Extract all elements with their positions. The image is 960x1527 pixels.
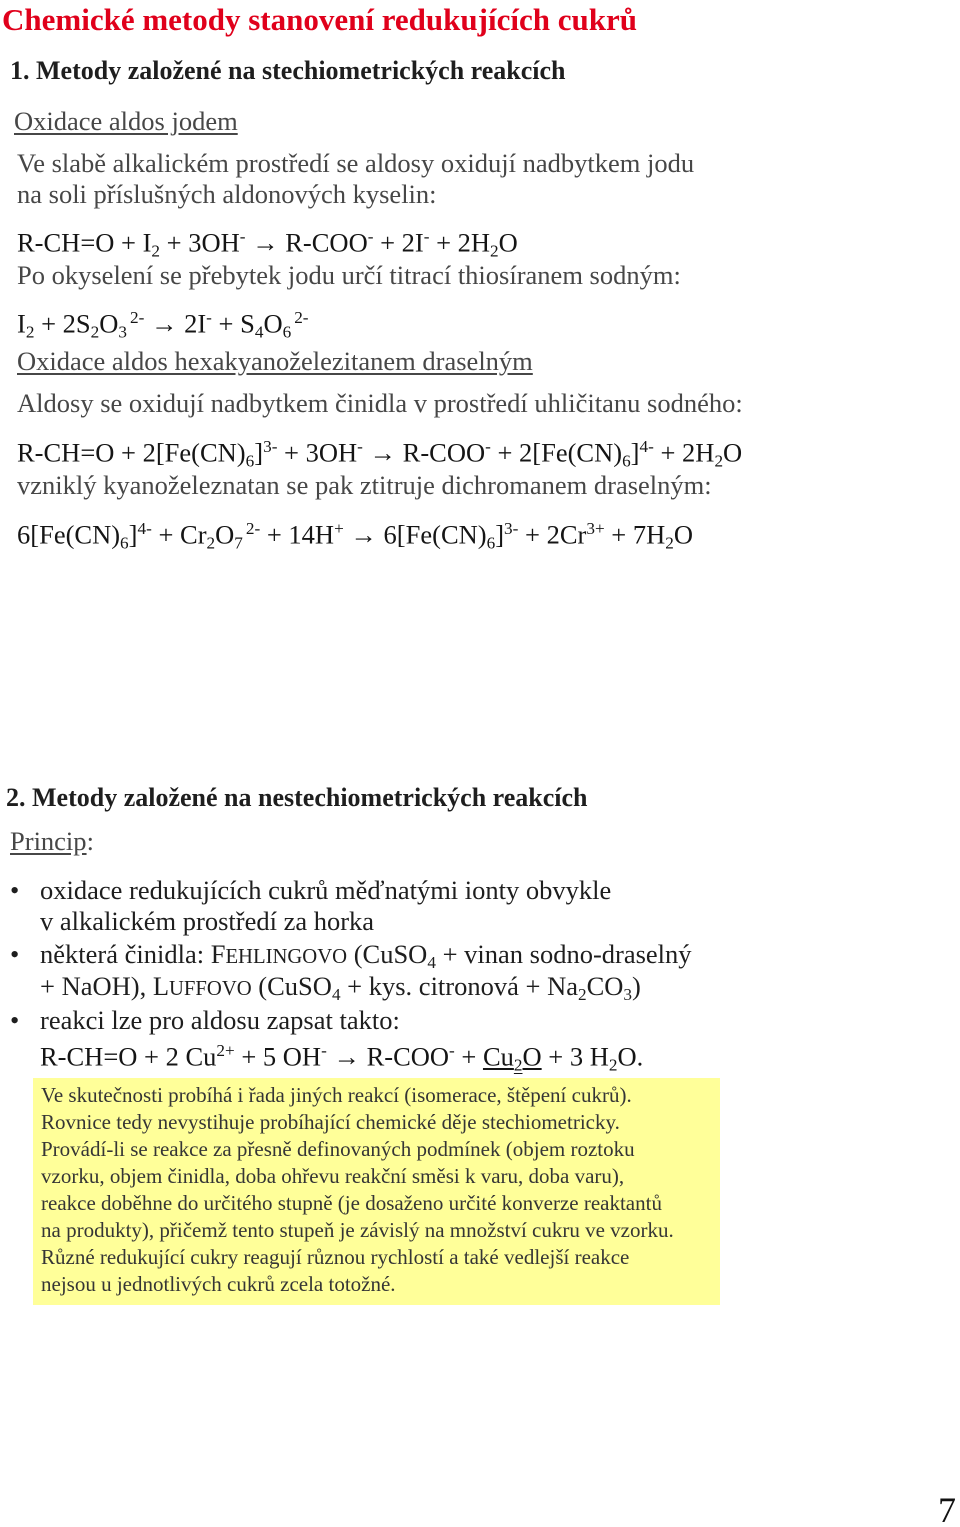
bullet-symbol: • [10,939,20,969]
formula-sub: 6 [486,533,496,553]
formula-sup: - [423,227,430,246]
formula-sub: 2 [608,1055,618,1075]
text-run: + 2S [34,308,91,339]
text-run: → R-COO [326,1041,450,1072]
formula-sup: 4- [639,437,654,456]
note-line: Provádí-li se reakce za přesně definovaných podmínek (objem roztoku [41,1137,635,1161]
formula-sup: 2- [129,308,145,327]
text-run: → 6[Fe(CN) [343,519,487,550]
formula-sub: 2 [25,322,35,342]
subsection-heading-iodine: Oxidace aldos jodem [14,106,238,136]
bullet-text: reakci lze pro aldosu zapsat takto: [40,1005,400,1035]
formula-sup: - [449,1041,455,1060]
formula-sub: 6 [245,451,255,471]
text-run: ] [128,519,138,550]
formula-sup: 2- [294,308,309,327]
formula-sub: 2 [665,533,674,553]
formula-sup: 2+ [216,1041,235,1060]
paragraph-line: Po okyselení se přebytek jodu určí titrací thiosíranem sodným: [17,260,681,290]
note-line: Ve skutečnosti probíhá i řada jiných reakcí (isomerace, štěpení cukrů). [41,1083,632,1107]
formula-sup: 3- [263,437,278,456]
text-run: + 7H [604,519,666,550]
text-run: ] [495,519,505,550]
reaction-equation [17,513,693,558]
text-run: O. [617,1041,644,1072]
bullet-text: oxidace redukujících cukrů měďnatými ionty obvykle [40,875,612,905]
text-run: 6[Fe(CN) [17,519,121,550]
note-box [33,1078,720,1305]
formula-sub: 2 [206,533,216,553]
formula-sup: 4- [137,519,152,538]
formula-u: Princip [10,826,87,856]
text-run: (CuSO [251,971,332,1001]
formula-sup: + [334,519,344,538]
formula-sub: 2 [577,984,587,1004]
formula-sup: 2- [245,519,261,538]
formula-sub: 6 [622,451,631,471]
formula-sub: 2 [490,241,499,261]
text-run: ] [630,437,640,468]
note-line: Rovnice tedy nevystihuje probíhající chemické děje stechiometricky. [41,1110,620,1134]
text-run: + 5 OH [234,1041,322,1072]
section-heading-2: 2. Metody založené na nestechiometrických reakcích [6,783,588,812]
text-run: → R-COO [362,437,486,468]
formula-u-sub: 2 [513,1055,523,1075]
formula-sub: 6 [120,533,129,553]
text-run: O [673,519,693,550]
text-run: R-CH=O + 2 Cu [40,1041,217,1072]
text-run: + S [211,308,255,339]
text-run: I [17,308,26,339]
text-run: + NaOH), L [40,971,170,1001]
bullet-symbol: • [10,875,20,905]
formula-sub: 7 [234,533,243,553]
text-run: + Cr [151,519,207,550]
paragraph-line: Ve slabě alkalickém prostředí se aldosy oxidují nadbytkem jodu [17,148,695,178]
formula-sup: - [367,227,374,246]
text-run: → R-COO [245,227,368,258]
text-run: + 2H [429,227,491,258]
formula-sc: UFFOVO [169,978,252,1000]
page-title: Chemické metody stanovení redukujících cukrů [2,2,637,37]
text-run: + kys. citronová + Na [340,971,578,1001]
formula-sub: 2 [714,451,724,471]
text-run: + [454,1041,483,1072]
text-run: + 2Cr [518,519,587,550]
text-run: + 2[Fe(CN) [490,437,623,468]
formula-sub: 6 [282,322,292,342]
text-run: → 2I [144,308,207,339]
page-number: 7 [938,1490,956,1527]
text-run: + vinan sodno-draselný [435,939,692,969]
formula-sup: - [206,308,212,327]
note-line: reakce doběhne do určitého stupně (je dosaženo určité konverze reaktantů [41,1191,662,1215]
principle-label [10,826,94,857]
formula-sup: - [239,227,246,246]
formula-sub: 4 [427,952,436,972]
text-run: O [723,437,743,468]
formula-sub: 4 [331,984,341,1004]
formula-sup: - [485,437,491,456]
formula-sub: 3 [623,984,633,1004]
text-run: + 2H [653,437,715,468]
text-run: + 14H [260,519,335,550]
text-run: O [99,308,119,339]
text-run: : [86,826,94,856]
text-run: O [498,227,518,258]
paragraph-line: na soli příslušných aldonových kyselin: [17,179,437,209]
text-run: některá činidla: F [40,939,226,969]
bullet-text: v alkalickém prostředí za horka [40,906,375,936]
formula-sup: 3+ [586,519,605,538]
paragraph-line: vzniklý kyanoželeznatan se pak ztitruje dichromanem draselným: [17,470,712,500]
text-run: + 3OH [277,437,358,468]
note-line: Různé redukující cukry reagují různou rychlostí a také vedlejší reakce [41,1245,630,1269]
reaction-equation [40,1035,643,1080]
formula-sup: - [321,1041,327,1060]
formula-sup: 3- [504,519,519,538]
note-line: nejsou u jednotlivých cukrů zcela totožné. [41,1272,396,1296]
text-run: O [263,308,283,339]
subsection-heading-ferricyanide: Oxidace aldos hexakyanoželezitanem draselným [17,346,533,376]
formula-sup: - [357,437,363,456]
bullet-text [40,971,641,1010]
formula-sub: 2 [151,241,161,261]
text-run: O [215,519,235,550]
text-run: + 2I [373,227,424,258]
text-run: R-CH=O + 2[Fe(CN) [17,437,246,468]
note-line: vzorku, objem činidla, doba ohřevu reakční směsi k varu, doba varu), [41,1164,625,1188]
section-heading-1: 1. Metody založené na stechiometrických reakcích [10,56,566,85]
formula-u: O [522,1041,542,1072]
bullet-symbol: • [10,1005,20,1035]
text-run: ) [632,971,641,1001]
text-run: (CuSO [347,939,428,969]
text-run: ] [254,437,264,468]
text-run: CO [586,971,624,1001]
formula-sub: 2 [90,322,100,342]
text-run: R-CH=O + I [17,227,152,258]
paragraph-line: Aldosy se oxidují nadbytkem činidla v prostředí uhličitanu sodného: [17,388,743,418]
formula-sc: EHLINGOVO [225,946,348,968]
reaction-equation [17,302,309,347]
formula-sub: 4 [254,322,264,342]
formula-u: Cu [482,1041,514,1072]
text-run: + 3 H [541,1041,609,1072]
note-line: na produkty), přičemž tento stupeň je závislý na množství cukru ve vzorku. [41,1218,674,1242]
formula-sub: 3 [118,322,127,342]
text-run: + 3OH [160,227,240,258]
